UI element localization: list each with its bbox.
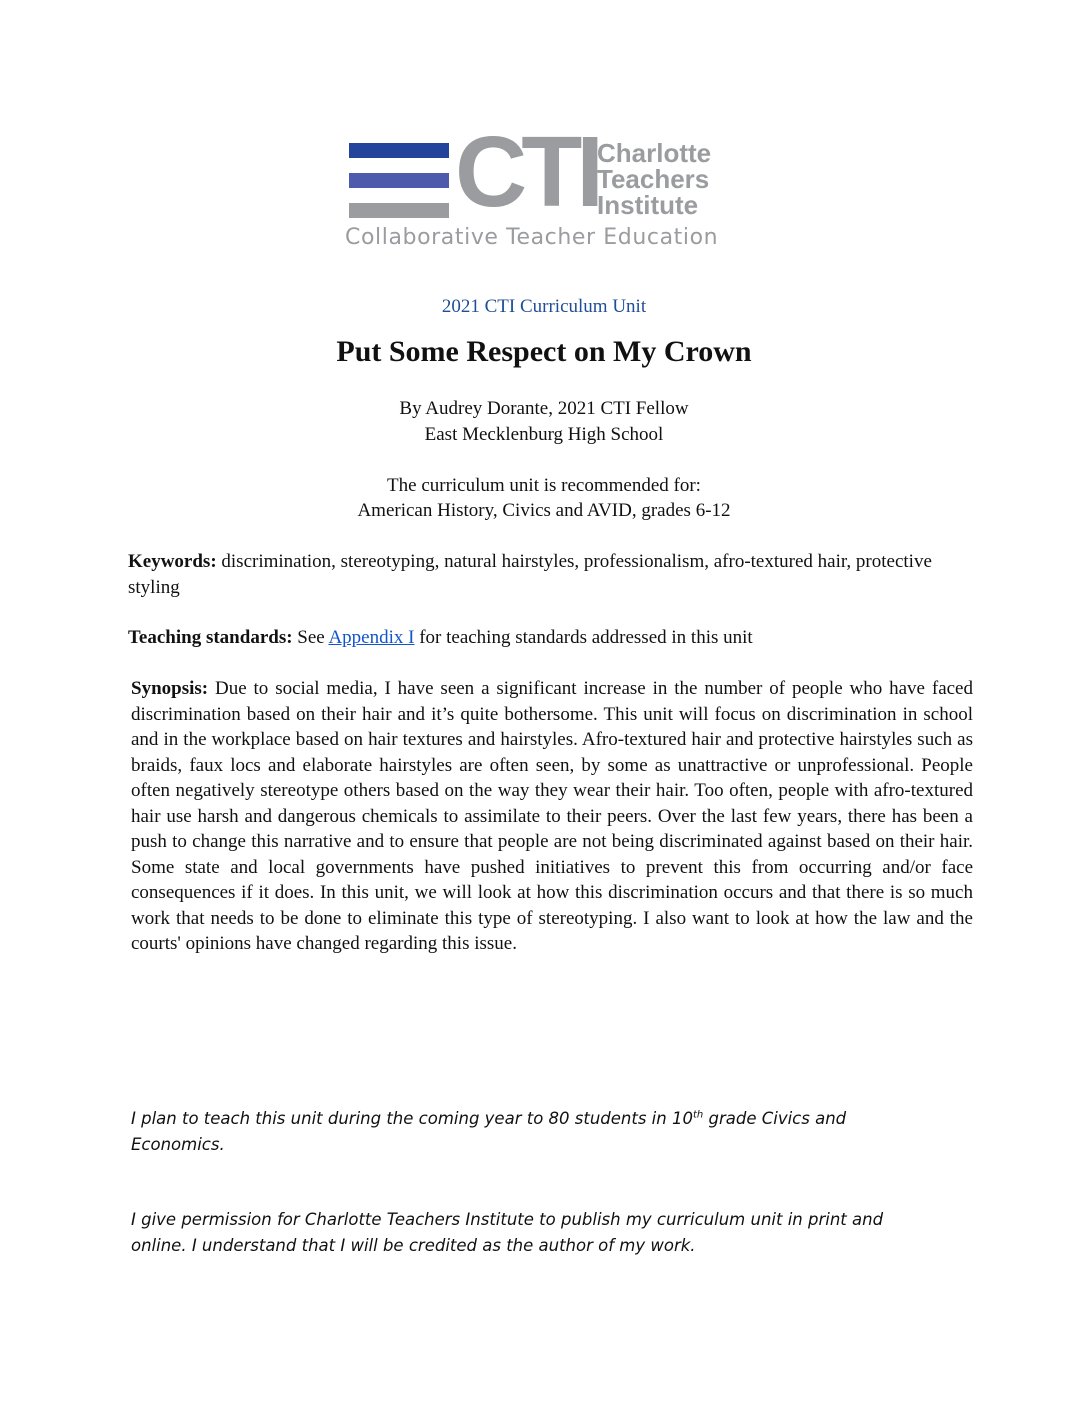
logo-name-line1: Charlotte — [597, 138, 712, 168]
keywords-paragraph — [128, 549, 958, 600]
synopsis-paragraph — [131, 676, 973, 957]
plan-text-before: I plan to teach this unit during the coming year to 80 students in 10 — [131, 1109, 693, 1128]
permission-statement: I give permission for Charlotte Teachers Institute to publish my curriculum unit in print and online. I understand that I will be credited as the author of my work. — [131, 1210, 884, 1255]
plan-ordinal-suffix: th — [692, 1109, 704, 1121]
logo-name-line3: Institute — [597, 190, 699, 220]
author-byline: By Audrey Dorante, 2021 CTI Fellow — [399, 398, 689, 419]
logo-tagline: Collaborative Teacher Education — [345, 225, 719, 250]
synopsis-label: Synopsis: — [131, 678, 209, 699]
unit-label: 2021 CTI Curriculum Unit — [441, 296, 647, 317]
logo-institute-name — [597, 140, 711, 218]
appendix-link[interactable]: Appendix I — [328, 627, 415, 648]
keywords-text: discrimination, stereotyping, natural hairstyles, professionalism, afro-textured hair, protective styling — [128, 551, 932, 598]
logo-name-line2: Teachers — [597, 164, 710, 194]
standards-after: for teaching standards addressed in this unit — [414, 627, 753, 648]
plan-text-after: grade Civics and Economics. — [131, 1109, 847, 1154]
cti-logo — [345, 116, 745, 256]
recommendation-intro: The curriculum unit is recommended for: — [387, 475, 701, 496]
teaching-plan-statement — [131, 1106, 931, 1158]
logo-bar-top — [349, 143, 449, 158]
recommended-courses: American History, Civics and AVID, grades 6-12 — [357, 500, 731, 521]
teaching-standards-paragraph — [128, 625, 958, 651]
keywords-label: Keywords: — [128, 551, 217, 572]
standards-before: See — [292, 627, 329, 648]
standards-label: Teaching standards: — [128, 627, 293, 648]
logo-bar-bottom — [349, 203, 449, 218]
synopsis-text: Due to social media, I have seen a significant increase in the number of people who have faced discrimination based on their hair and it’s quite bothersome. This unit will focus on discrimination in school and in the workplace based on hair textures and hairstyles. Afro-textured hair and protective hairstyles such as braids, faux locs and elaborate hairstyles are often seen, by some as unattractive or unprofessional. People often negatively stereotype others based on the way they wear their hair. Too often, people with afro-textured hair use harsh and dangerous chemicals to assimilate to their peers. Over the last few years, there has been a push to change this narrative and to ensure that people are not being discriminated against based on their hair. Some state and local governments have pushed initiatives to prevent this from occurring and/or face consequences if it does. In this unit, we will look at how this discrimination occurs and that there is so much work that needs to be done to eliminate this type of stereotyping. I also want to look at how the law and the courts' opinions have changed regarding this issue. — [131, 678, 973, 954]
page-title: Put Some Respect on My Crown — [336, 335, 752, 368]
logo-letters: CTI — [455, 116, 599, 228]
logo-bar-middle — [349, 173, 449, 188]
author-school: East Mecklenburg High School — [424, 424, 664, 445]
